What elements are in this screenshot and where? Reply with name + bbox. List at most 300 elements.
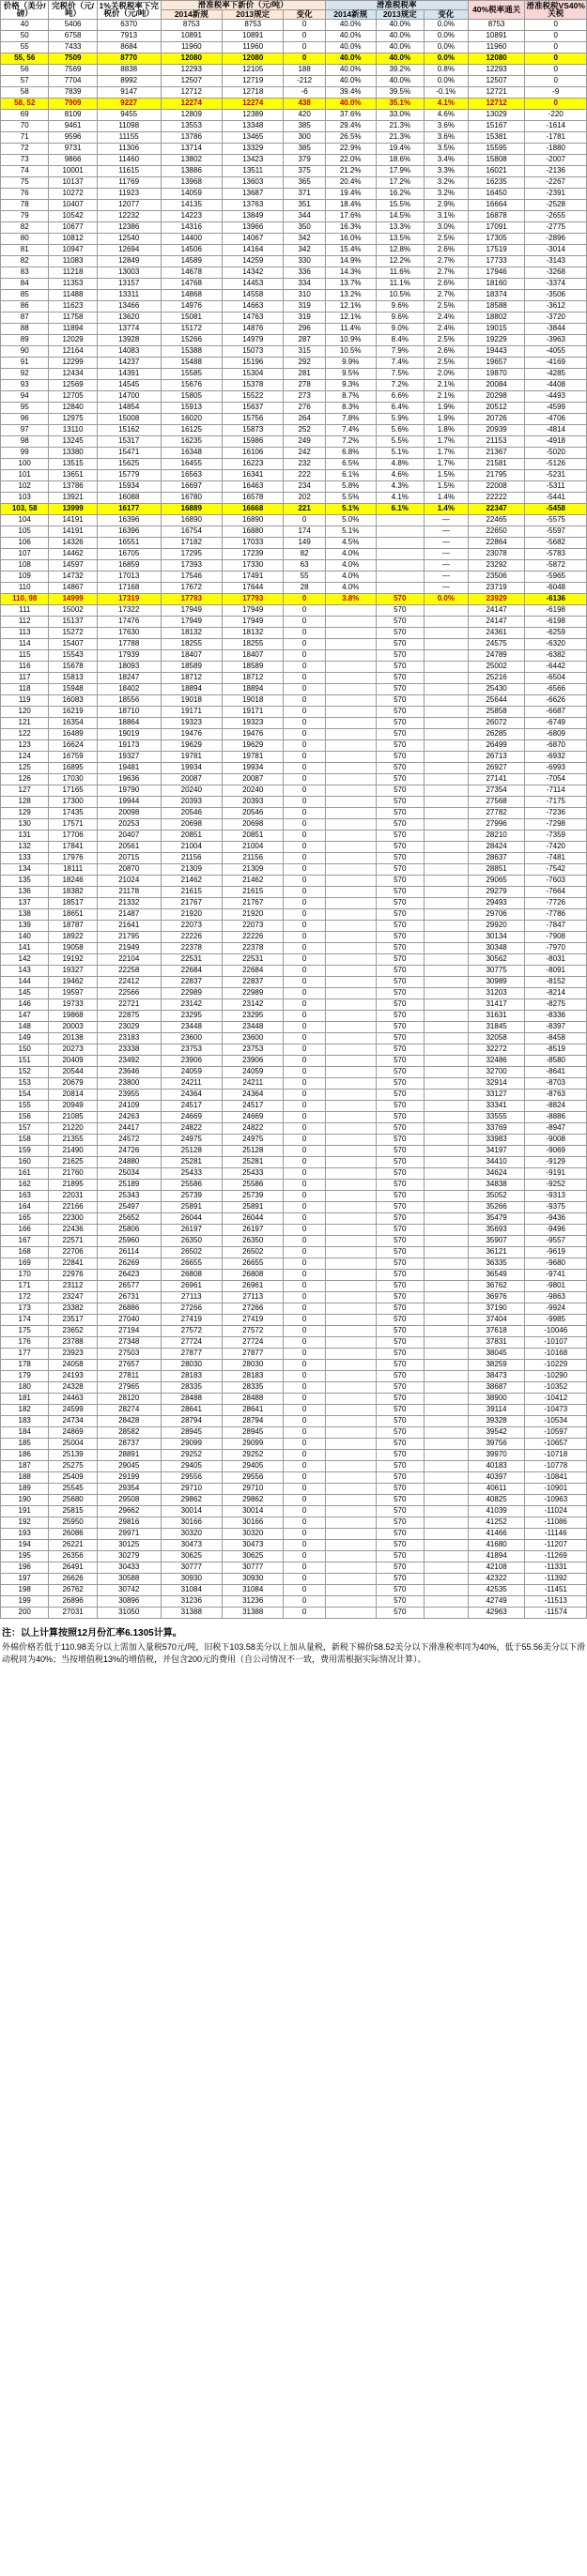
- table-cell: 22008: [468, 480, 525, 492]
- header-1pct-price: 1%关税税率下完税价（元/吨）: [97, 1, 161, 20]
- table-cell: 11.1%: [376, 278, 424, 289]
- table-cell: 28030: [161, 1359, 222, 1370]
- table-cell: 29710: [161, 1483, 222, 1494]
- table-cell: [424, 1122, 468, 1134]
- table-cell: 24364: [223, 1089, 284, 1100]
- table-cell: 2.5%: [424, 233, 468, 244]
- table-cell: 28183: [161, 1370, 222, 1381]
- table-cell: 164: [1, 1201, 49, 1212]
- table-row: [1, 1584, 587, 1595]
- table-cell: -6993: [525, 762, 587, 773]
- table-cell: 30777: [223, 1562, 284, 1573]
- table-cell: 25680: [49, 1494, 97, 1505]
- table-cell: 570: [376, 1550, 424, 1562]
- table-cell: -3143: [525, 255, 587, 267]
- table-cell: 8838: [97, 64, 161, 75]
- table-cell: 7.4%: [376, 357, 424, 368]
- table-cell: 11155: [97, 131, 161, 143]
- table-cell: 28183: [223, 1370, 284, 1381]
- table-row: [1, 908, 587, 920]
- table-cell: 22989: [161, 987, 222, 998]
- table-cell: 22226: [223, 931, 284, 942]
- table-cell: 149: [1, 1032, 49, 1044]
- table-cell: [325, 638, 376, 649]
- table-row: [1, 1460, 587, 1471]
- table-cell: 28428: [97, 1415, 161, 1426]
- header-slide-price-group: 滑准税率下新价（元/吨）: [161, 1, 325, 10]
- table-cell: 12721: [468, 86, 525, 98]
- table-cell: 24517: [161, 1100, 222, 1111]
- table-cell: 0: [525, 75, 587, 86]
- table-cell: 570: [376, 987, 424, 998]
- table-cell: 0: [284, 604, 325, 616]
- table-row: [1, 1089, 587, 1100]
- table-cell: 0.0%: [424, 41, 468, 53]
- table-cell: 17733: [468, 255, 525, 267]
- table-row: [1, 526, 587, 537]
- table-cell: 179: [1, 1370, 49, 1381]
- table-cell: 15543: [49, 649, 97, 661]
- table-cell: 0: [284, 1089, 325, 1100]
- table-cell: 13029: [468, 109, 525, 120]
- table-cell: 570: [376, 841, 424, 852]
- table-cell: 70: [1, 120, 49, 131]
- table-cell: 24328: [49, 1381, 97, 1393]
- table-cell: 11769: [97, 176, 161, 188]
- table-cell: 15595: [468, 143, 525, 154]
- table-cell: 20084: [468, 379, 525, 390]
- table-cell: -9375: [525, 1201, 587, 1212]
- table-cell: 26499: [468, 739, 525, 751]
- table-cell: [325, 683, 376, 694]
- table-cell: 11218: [49, 267, 97, 278]
- table-cell: 31084: [161, 1584, 222, 1595]
- table-cell: 162: [1, 1179, 49, 1190]
- table-cell: 5.5%: [376, 435, 424, 447]
- table-cell: 31388: [223, 1607, 284, 1618]
- table-cell: [325, 717, 376, 728]
- table-cell: [325, 1381, 376, 1393]
- table-cell: 13968: [161, 176, 222, 188]
- table-cell: 16890: [223, 514, 284, 526]
- table-cell: [325, 1055, 376, 1066]
- table-cell: [424, 875, 468, 886]
- table-cell: 11960: [223, 41, 284, 53]
- table-cell: 29662: [97, 1505, 161, 1517]
- table-cell: 40.0%: [325, 98, 376, 109]
- table-cell: 8684: [97, 41, 161, 53]
- table-cell: 24364: [161, 1089, 222, 1100]
- table-row: [1, 1573, 587, 1584]
- table-cell: 30320: [161, 1528, 222, 1539]
- table-cell: -11207: [525, 1539, 587, 1550]
- table-cell: 30588: [97, 1573, 161, 1584]
- table-cell: 4.8%: [376, 458, 424, 469]
- table-cell: 232: [284, 458, 325, 469]
- table-cell: 276: [284, 402, 325, 413]
- table-cell: 93: [1, 379, 49, 390]
- table-cell: 88: [1, 323, 49, 334]
- table-cell: 570: [376, 1449, 424, 1460]
- table-cell: -9801: [525, 1280, 587, 1291]
- table-cell: 37404: [468, 1314, 525, 1325]
- table-cell: 10.5%: [325, 345, 376, 357]
- table-cell: 14867: [49, 582, 97, 593]
- table-cell: 83: [1, 267, 49, 278]
- table-cell: 12274: [223, 98, 284, 109]
- table-cell: 7913: [97, 30, 161, 41]
- table-cell: 20138: [49, 1032, 97, 1044]
- table-cell: 141: [1, 942, 49, 953]
- table-cell: [424, 998, 468, 1010]
- table-cell: 18710: [97, 706, 161, 717]
- table-cell: [424, 1573, 468, 1584]
- table-cell: 1.7%: [424, 435, 468, 447]
- table-cell: 16759: [49, 751, 97, 762]
- table-cell: 20407: [97, 830, 161, 841]
- table-row: [1, 199, 587, 210]
- table-cell: 0: [284, 1505, 325, 1517]
- table-cell: 20240: [161, 785, 222, 796]
- table-cell: 23247: [49, 1291, 97, 1303]
- table-cell: 24572: [97, 1134, 161, 1145]
- table-cell: 0: [284, 1573, 325, 1584]
- table-cell: 13786: [49, 480, 97, 492]
- table-cell: [424, 965, 468, 976]
- footnote-title: 注：以上计算按照12月份汇率6.1305计算。: [2, 1627, 182, 1639]
- table-cell: 19323: [223, 717, 284, 728]
- table-cell: 3.0%: [424, 221, 468, 233]
- table-cell: -3268: [525, 267, 587, 278]
- table-cell: -6749: [525, 717, 587, 728]
- table-cell: 7433: [49, 41, 97, 53]
- table-cell: 570: [376, 830, 424, 841]
- table-cell: 28737: [97, 1438, 161, 1449]
- table-cell: 13886: [161, 165, 222, 176]
- table-cell: 570: [376, 1055, 424, 1066]
- table-cell: -5575: [525, 514, 587, 526]
- table-row: [1, 435, 587, 447]
- table-cell: 23600: [223, 1032, 284, 1044]
- table-cell: 570: [376, 998, 424, 1010]
- table-cell: 28488: [223, 1393, 284, 1404]
- table-cell: -7114: [525, 785, 587, 796]
- table-row: [1, 1258, 587, 1269]
- table-cell: 23112: [49, 1280, 97, 1291]
- table-cell: 24975: [223, 1134, 284, 1145]
- table-cell: 0: [284, 1032, 325, 1044]
- table-cell: -7175: [525, 796, 587, 807]
- table-cell: 23600: [161, 1032, 222, 1044]
- table-row: [1, 638, 587, 649]
- table-cell: 0: [284, 762, 325, 773]
- table-cell: 18111: [49, 863, 97, 875]
- table-cell: 13786: [161, 131, 222, 143]
- table-row: [1, 1246, 587, 1258]
- table-cell: 17949: [223, 604, 284, 616]
- table-cell: 342: [284, 233, 325, 244]
- table-row: [1, 1550, 587, 1562]
- table-cell: 36549: [468, 1269, 525, 1280]
- table-cell: 16754: [161, 526, 222, 537]
- table-cell: 17091: [468, 221, 525, 233]
- table-cell: 22706: [49, 1246, 97, 1258]
- table-cell: 19781: [223, 751, 284, 762]
- table-row: [1, 1055, 587, 1066]
- table-cell: 24975: [161, 1134, 222, 1145]
- table-cell: 10001: [49, 165, 97, 176]
- table-cell: -11513: [525, 1595, 587, 1607]
- table-cell: [325, 627, 376, 638]
- table-cell: 1.4%: [424, 503, 468, 514]
- table-cell: 29862: [223, 1494, 284, 1505]
- table-cell: 0: [284, 1314, 325, 1325]
- table-cell: 188: [284, 64, 325, 75]
- table-cell: 125: [1, 762, 49, 773]
- table-cell: 222: [284, 469, 325, 480]
- table-cell: 24058: [49, 1359, 97, 1370]
- table-cell: 187: [1, 1460, 49, 1471]
- table-cell: 13466: [97, 300, 161, 312]
- table-cell: 4.0%: [325, 571, 376, 582]
- table-cell: 129: [1, 807, 49, 818]
- table-cell: 15585: [161, 368, 222, 379]
- table-cell: 14453: [223, 278, 284, 289]
- table-cell: 0: [284, 1224, 325, 1235]
- table-cell: 570: [376, 1280, 424, 1291]
- table-cell: 7909: [49, 98, 97, 109]
- table-cell: 0: [284, 1055, 325, 1066]
- table-cell: 74: [1, 165, 49, 176]
- table-cell: [325, 1539, 376, 1550]
- table-cell: 16396: [97, 526, 161, 537]
- table-cell: 0: [284, 1370, 325, 1381]
- table-cell: -220: [525, 109, 587, 120]
- table-row: [1, 1404, 587, 1415]
- table-cell: 18255: [223, 638, 284, 649]
- table-cell: 0: [284, 1539, 325, 1550]
- table-cell: 21462: [161, 875, 222, 886]
- table-row: [1, 1167, 587, 1179]
- table-cell: 6370: [97, 19, 161, 30]
- table-row: [1, 64, 587, 75]
- table-cell: -6382: [525, 649, 587, 661]
- table-cell: 134: [1, 863, 49, 875]
- table-cell: 85: [1, 289, 49, 300]
- table-cell: -10107: [525, 1336, 587, 1348]
- table-cell: 25216: [468, 672, 525, 683]
- table-cell: 39756: [468, 1438, 525, 1449]
- table-cell: [325, 1348, 376, 1359]
- table-row: [1, 1280, 587, 1291]
- table-row: [1, 1483, 587, 1494]
- table-cell: 25815: [49, 1505, 97, 1517]
- table-cell: [325, 1235, 376, 1246]
- table-cell: 14768: [161, 278, 222, 289]
- table-cell: 570: [376, 920, 424, 931]
- table-cell: 2.5%: [424, 334, 468, 345]
- table-cell: 0: [284, 1381, 325, 1393]
- header-slide-rate-2013: 2013规定: [376, 9, 424, 19]
- table-cell: 15196: [223, 357, 284, 368]
- table-cell: 0: [284, 1100, 325, 1111]
- table-cell: 15137: [49, 616, 97, 627]
- table-cell: 17.2%: [376, 176, 424, 188]
- table-cell: 163: [1, 1190, 49, 1201]
- table-cell: -3612: [525, 300, 587, 312]
- table-cell: 570: [376, 1167, 424, 1179]
- table-cell: [424, 1044, 468, 1055]
- table-row: [1, 706, 587, 717]
- table-cell: 16450: [468, 188, 525, 199]
- table-cell: 159: [1, 1145, 49, 1156]
- table-cell: 14191: [49, 514, 97, 526]
- table-cell: 26502: [161, 1246, 222, 1258]
- table-cell: 75: [1, 176, 49, 188]
- table-cell: 12705: [49, 390, 97, 402]
- table-cell: 15167: [468, 120, 525, 131]
- table-cell: 11615: [97, 165, 161, 176]
- table-cell: 35907: [468, 1235, 525, 1246]
- table-cell: 0: [284, 1471, 325, 1483]
- header-slide-rate-change: 变化: [424, 9, 468, 19]
- table-cell: —: [424, 548, 468, 559]
- table-cell: 0: [284, 773, 325, 785]
- table-row: [1, 661, 587, 672]
- table-row: [1, 582, 587, 593]
- table-cell: 7.2%: [376, 379, 424, 390]
- table-cell: 97: [1, 424, 49, 435]
- table-cell: 154: [1, 1089, 49, 1100]
- table-cell: 18246: [49, 875, 97, 886]
- table-cell: 29199: [97, 1471, 161, 1483]
- table-cell: 27811: [97, 1370, 161, 1381]
- table-cell: 14462: [49, 548, 97, 559]
- table-cell: 2.7%: [424, 255, 468, 267]
- table-cell: 14979: [223, 334, 284, 345]
- table-cell: 570: [376, 1032, 424, 1044]
- table-cell: 16.3%: [325, 221, 376, 233]
- table-cell: 21367: [468, 447, 525, 458]
- table-cell: [325, 897, 376, 908]
- table-cell: 0: [284, 1449, 325, 1460]
- table-cell: 438: [284, 98, 325, 109]
- table-cell: -11024: [525, 1505, 587, 1517]
- table-cell: 30989: [468, 976, 525, 987]
- table-cell: -5682: [525, 537, 587, 548]
- table-cell: -8091: [525, 965, 587, 976]
- table-cell: -7236: [525, 807, 587, 818]
- table-cell: 13603: [223, 176, 284, 188]
- table-cell: 4.1%: [376, 492, 424, 503]
- table-row: [1, 1381, 587, 1393]
- table-cell: 371: [284, 188, 325, 199]
- table-cell: 0: [284, 1258, 325, 1269]
- table-cell: 26350: [223, 1235, 284, 1246]
- table-cell: 22222: [468, 492, 525, 503]
- table-row: [1, 830, 587, 841]
- table-cell: [325, 998, 376, 1010]
- table-cell: 570: [376, 1415, 424, 1426]
- table-cell: 12029: [49, 334, 97, 345]
- table-row: [1, 75, 587, 86]
- table-cell: 25433: [161, 1167, 222, 1179]
- table-cell: [325, 953, 376, 965]
- table-cell: 570: [376, 1348, 424, 1359]
- table-cell: 570: [376, 1393, 424, 1404]
- table-cell: [424, 1066, 468, 1077]
- table-cell: 191: [1, 1505, 49, 1517]
- table-cell: 11353: [49, 278, 97, 289]
- table-cell: 1.7%: [424, 447, 468, 458]
- table-cell: [424, 1449, 468, 1460]
- table-cell: 21949: [97, 942, 161, 953]
- table-cell: 38259: [468, 1359, 525, 1370]
- table-cell: 14391: [97, 368, 161, 379]
- table-cell: 26502: [223, 1246, 284, 1258]
- table-cell: -6136: [525, 593, 587, 604]
- table-cell: 20679: [49, 1077, 97, 1089]
- table-cell: 26072: [468, 717, 525, 728]
- table-cell: 17788: [97, 638, 161, 649]
- table-cell: 18093: [97, 661, 161, 672]
- table-cell: [325, 739, 376, 751]
- table-cell: 34838: [468, 1179, 525, 1190]
- table-cell: 25891: [223, 1201, 284, 1212]
- table-cell: 23295: [223, 1010, 284, 1021]
- table-cell: 31050: [97, 1607, 161, 1618]
- table-cell: 28210: [468, 830, 525, 841]
- table-cell: 29816: [97, 1517, 161, 1528]
- table-cell: 3.2%: [424, 176, 468, 188]
- table-cell: 155: [1, 1100, 49, 1111]
- table-cell: 27419: [161, 1314, 222, 1325]
- table-cell: 29065: [468, 875, 525, 886]
- table-cell: 29099: [161, 1438, 222, 1449]
- table-row: [1, 796, 587, 807]
- table-cell: 23753: [223, 1044, 284, 1055]
- table-cell: 15625: [97, 458, 161, 469]
- table-cell: 0: [284, 886, 325, 897]
- table-cell: 14342: [223, 267, 284, 278]
- table-cell: [424, 1381, 468, 1393]
- table-cell: 24822: [161, 1122, 222, 1134]
- table-cell: 10407: [49, 199, 97, 210]
- table-cell: 570: [376, 886, 424, 897]
- table-cell: -6870: [525, 739, 587, 751]
- table-cell: 25960: [97, 1235, 161, 1246]
- table-cell: 26356: [49, 1550, 97, 1562]
- table-cell: [325, 1415, 376, 1426]
- table-row: [1, 1134, 587, 1145]
- table-cell: 17976: [49, 852, 97, 863]
- table-cell: 570: [376, 785, 424, 796]
- table-cell: 24059: [161, 1066, 222, 1077]
- table-cell: 35266: [468, 1201, 525, 1212]
- table-cell: 12540: [97, 233, 161, 244]
- table-cell: [325, 875, 376, 886]
- table-cell: 17571: [49, 818, 97, 830]
- table-cell: 25891: [161, 1201, 222, 1212]
- table-cell: 29556: [161, 1471, 222, 1483]
- table-cell: 17319: [97, 593, 161, 604]
- table-cell: 25139: [49, 1449, 97, 1460]
- table-cell: 8753: [223, 19, 284, 30]
- table-cell: 0: [284, 1111, 325, 1122]
- table-cell: 17239: [223, 548, 284, 559]
- table-cell: 14663: [223, 300, 284, 312]
- table-cell: 21490: [49, 1145, 97, 1156]
